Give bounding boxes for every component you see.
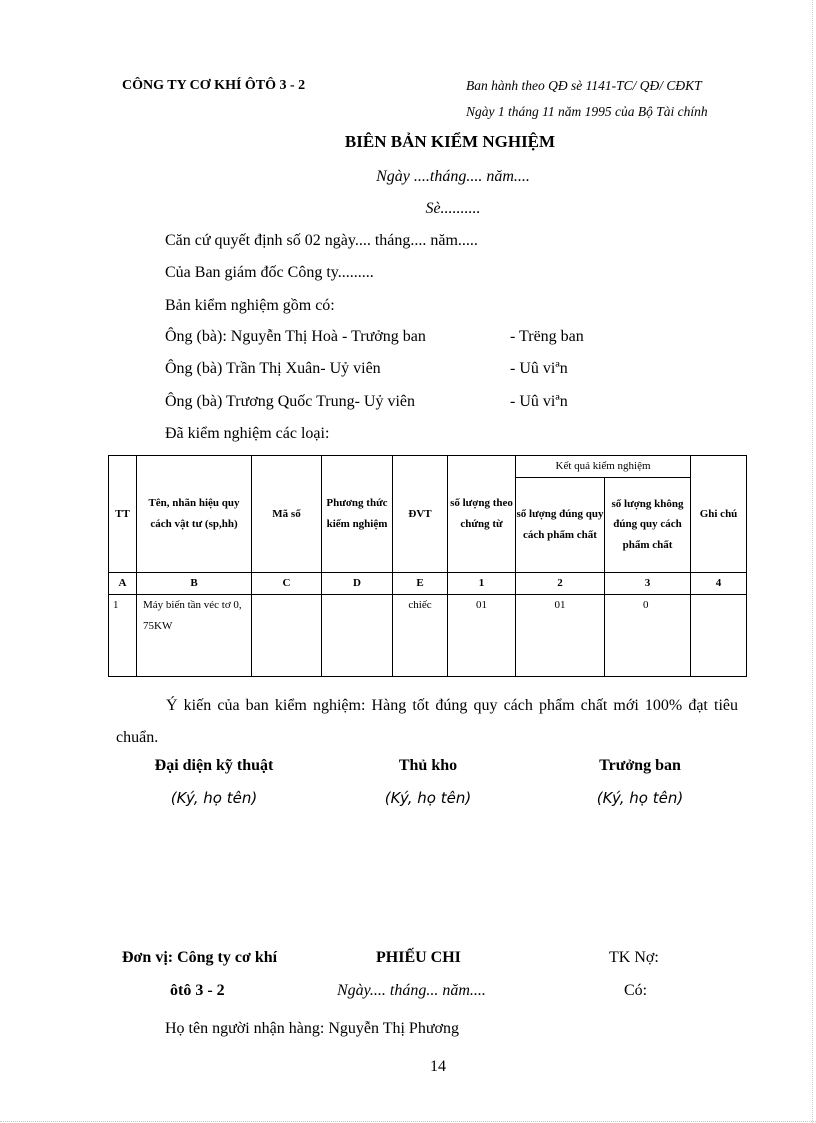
inspection-table (108, 455, 747, 677)
document-date: Ngày ....tháng.... năm.... (376, 168, 530, 185)
header-method: Phương thức kiểm nghiệm (322, 456, 393, 573)
signature-title-head: Trưởng ban (599, 757, 681, 774)
code-cell: 3 (605, 572, 691, 594)
voucher-unit-line-2: ôtô 3 - 2 (170, 982, 225, 999)
page-right-divider (812, 0, 813, 1123)
basis-paragraph: Căn cứ quyết định số 02 ngày.... tháng.... năm..... (165, 232, 478, 249)
voucher-debit: TK Nợ: (609, 949, 659, 966)
member-name: Ông (bà): Nguyễn Thị Hoà - Trưởng ban (165, 328, 426, 345)
row-qty-not-ok: 0 (605, 594, 691, 676)
row-tt: 1 (109, 594, 137, 676)
header-qty-ok: số lượng đúng quy cách phẩm chất (516, 477, 605, 572)
header-qty-not-ok: số lượng không đúng quy cách phẩm chất (605, 477, 691, 572)
inspection-opinion: Ý kiến của ban kiểm nghiệm: Hàng tốt đúng quy cách phẩm chất mới 100% đạt tiêu chuẩn. (116, 697, 738, 746)
code-cell: D (322, 572, 393, 594)
header-code: Mã số (252, 456, 322, 573)
voucher-receiver: Họ tên người nhận hàng: Nguyễn Thị Phương (165, 1020, 459, 1037)
verified-intro: Đã kiểm nghiệm các loại: (165, 425, 330, 442)
signature-note: (Ký, họ tên) (170, 789, 258, 807)
code-cell: 2 (516, 572, 605, 594)
board-paragraph: Của Ban giám đốc Công ty......... (165, 264, 374, 281)
member-role: - Uû viªn (510, 360, 568, 377)
member-name: Ông (bà) Trương Quốc Trung- Uỷ viên (165, 393, 416, 410)
document-number: Sè.......... (425, 200, 481, 217)
row-note (691, 594, 747, 676)
members-intro: Bản kiểm nghiệm gồm có: (165, 297, 335, 314)
page-number: 14 (430, 1058, 446, 1075)
issued-by-line-2: Ngày 1 tháng 11 năm 1995 của Bộ Tài chính (466, 104, 708, 119)
company-name: CÔNG TY CƠ KHÍ ÔTÔ 3 - 2 (122, 78, 306, 93)
row-qty-doc: 01 (448, 594, 516, 676)
header-note: Ghi chú (691, 456, 747, 573)
header-unit: ĐVT (393, 456, 448, 573)
signature-note: (Ký, họ tên) (596, 789, 684, 807)
row-qty-ok: 01 (516, 594, 605, 676)
document-title: BIÊN BẢN KIỂM NGHIỆM (344, 132, 556, 151)
row-item-name: Máy biến tần véc tơ 0, 75KW (137, 594, 252, 676)
code-cell: 1 (448, 572, 516, 594)
table-row (109, 594, 747, 676)
header-result-group: Kết quả kiểm nghiệm (516, 456, 691, 478)
signature-title-technical: Đại diện kỹ thuật (154, 757, 274, 774)
member-role: - Uû viªn (510, 393, 568, 410)
row-method (322, 594, 393, 676)
header-name: Tên, nhãn hiệu quy cách vật tư (sp,hh) (137, 456, 252, 573)
code-cell: B (137, 572, 252, 594)
voucher-title: PHIẾU CHI (376, 949, 461, 966)
code-cell: E (393, 572, 448, 594)
code-cell: A (109, 572, 137, 594)
row-code (252, 594, 322, 676)
issued-by-line-1: Ban hành theo QĐ sè 1141-TC/ QĐ/ CĐKT (466, 78, 702, 93)
voucher-credit: Có: (624, 982, 648, 999)
page-bottom-divider (0, 1121, 816, 1122)
header-qty-doc: số lượng theo chứng từ (448, 456, 516, 573)
signature-note: (Ký, họ tên) (384, 789, 472, 807)
signature-title-storekeeper: Thủ kho (398, 757, 458, 774)
member-name: Ông (bà) Trần Thị Xuân- Uỷ viên (165, 360, 381, 377)
voucher-date: Ngày.... tháng... năm.... (337, 982, 486, 999)
voucher-unit-line-1: Đơn vị: Công ty cơ khí (122, 949, 278, 966)
member-role: - Trëng ban (510, 328, 584, 345)
code-cell: 4 (691, 572, 747, 594)
header-tt: TT (109, 456, 137, 573)
row-unit: chiếc (393, 594, 448, 676)
code-cell: C (252, 572, 322, 594)
